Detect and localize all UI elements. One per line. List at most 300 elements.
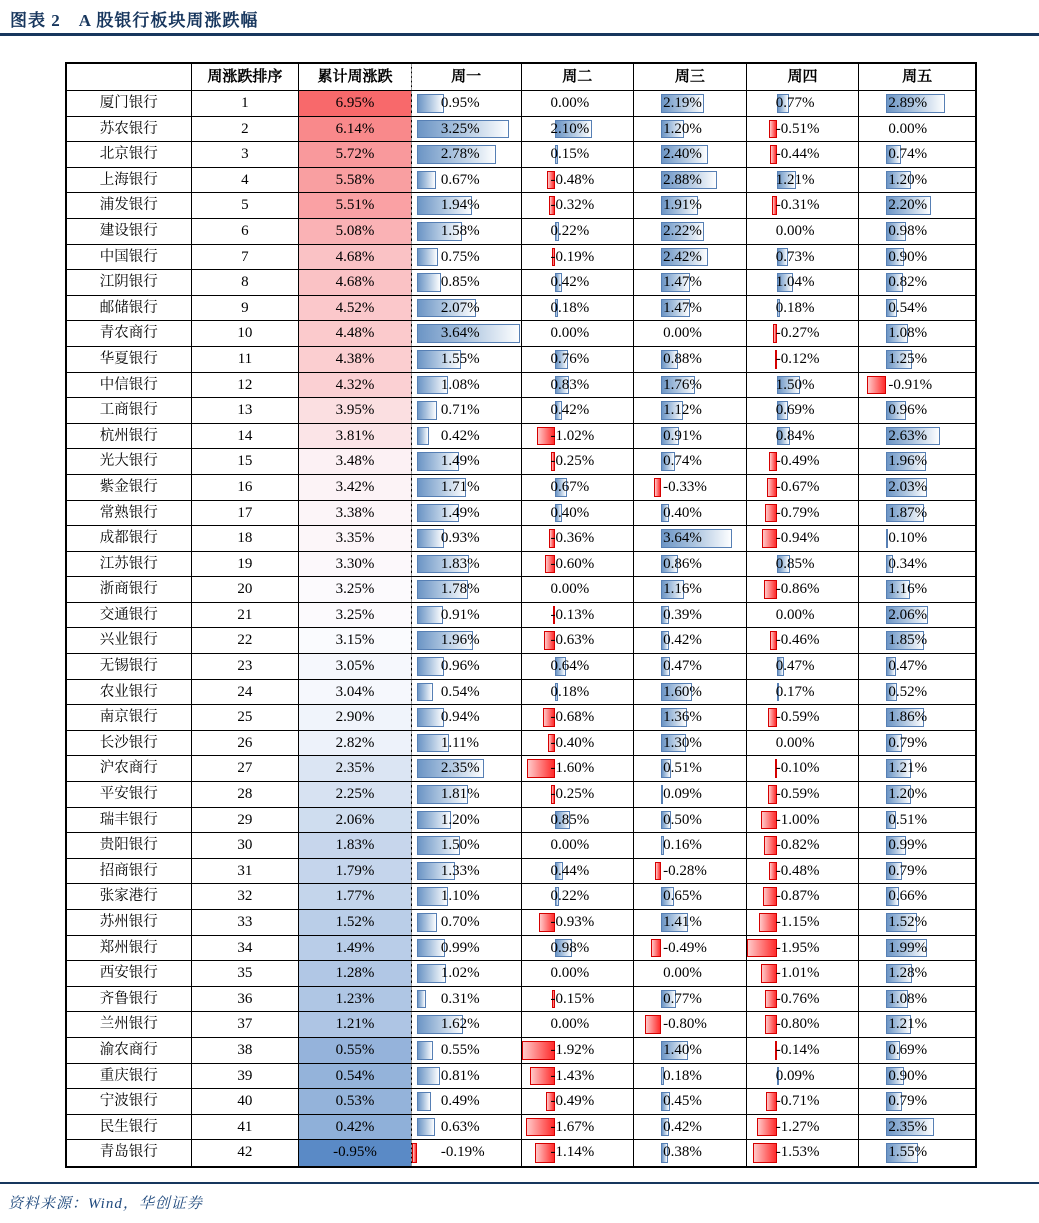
daily-change-cell [411,705,522,730]
daily-change-cell [522,347,635,372]
daily-change-cell [411,577,522,602]
table-row [67,347,975,373]
daily-change-value: 0.17% [775,683,815,700]
table-row [67,731,975,757]
daily-change-cell [634,1089,747,1114]
daily-change-cell [522,373,635,398]
daily-change-cell [634,859,747,884]
daily-change-cell [747,193,860,218]
daily-change-cell [634,245,747,270]
daily-change-value: 1.41% [663,914,702,930]
table-row [67,270,975,296]
rank-cell: 31 [192,859,300,884]
daily-change-value: -0.67% [775,478,820,495]
bank-name-cell: 重庆银行 [67,1064,192,1089]
daily-change-cell [411,884,522,909]
cumulative-change-cell: 3.30% [299,552,412,577]
daily-change-cell [411,424,522,449]
daily-change-value: -0.80% [775,1016,820,1033]
rank-cell: 41 [192,1115,300,1140]
daily-change-value: 0.98% [888,222,928,239]
table-row [67,910,975,936]
daily-change-cell [411,936,522,961]
daily-change-cell [522,808,635,833]
daily-change-value: 0.22% [550,222,590,239]
daily-change-cell [522,270,635,295]
daily-change-cell [747,449,860,474]
daily-change-value: -0.46% [775,632,820,649]
daily-change-cell [634,526,747,551]
cumulative-change-cell: 1.49% [299,936,412,961]
daily-change-value: -1.43% [550,1067,595,1084]
daily-change-value: 2.42% [663,248,702,265]
daily-change-value: -0.93% [550,914,595,930]
daily-change-value: 0.42% [663,632,702,649]
daily-change-value: 1.60% [663,683,702,700]
rank-cell: 21 [192,603,300,628]
table-row [67,961,975,987]
daily-change-cell [859,603,975,628]
daily-change-value: 0.00% [775,606,815,623]
daily-change-value: 1.12% [663,402,702,419]
rank-cell: 3 [192,142,300,167]
daily-change-value: -0.28% [663,862,707,879]
daily-change-value: 1.25% [888,350,928,367]
rank-cell: 36 [192,987,300,1012]
daily-change-value: 0.95% [440,95,480,111]
bank-name-cell: 无锡银行 [67,654,192,679]
daily-change-cell [859,808,975,833]
daily-change-value: 1.36% [663,709,702,726]
table-row [67,117,975,143]
daily-change-value: -0.15% [550,990,595,1007]
column-header: 累计周涨跌 [299,64,412,90]
bank-name-cell: 交通银行 [67,603,192,628]
daily-change-value: 0.10% [888,530,928,547]
daily-change-value: 0.18% [550,683,590,700]
daily-change-value: -0.60% [550,555,595,572]
daily-change-value: 0.96% [440,658,480,675]
daily-change-value: 2.35% [440,760,480,777]
daily-change-cell [522,782,635,807]
daily-change-value: 0.90% [888,248,928,265]
title-divider [0,33,1039,36]
daily-change-cell [859,168,975,193]
daily-change-value: 1.58% [440,222,480,239]
daily-change-value: 0.31% [440,990,480,1007]
daily-change-cell [522,731,635,756]
cumulative-change-cell: 0.54% [299,1064,412,1089]
daily-change-cell [522,577,635,602]
daily-change-cell [634,424,747,449]
daily-change-cell [859,552,975,577]
figure-title [10,6,258,31]
daily-change-cell [859,347,975,372]
daily-change-value: 1.50% [775,376,815,393]
daily-change-value: 1.55% [888,1144,928,1161]
daily-change-value: 0.70% [440,914,480,930]
cumulative-change-cell: 1.79% [299,859,412,884]
daily-change-cell [747,142,860,167]
daily-change-cell [522,552,635,577]
daily-change-value: 2.20% [888,197,928,214]
daily-change-value: 0.69% [775,402,815,419]
daily-change-value: 0.93% [440,530,480,547]
daily-change-cell [411,808,522,833]
cumulative-change-cell: 4.32% [299,373,412,398]
daily-change-cell [747,475,860,500]
daily-change-cell [859,1115,975,1140]
daily-change-value: 0.55% [440,1041,480,1058]
bank-name-cell: 江苏银行 [67,552,192,577]
daily-change-cell [634,884,747,909]
column-header: 周三 [634,64,747,90]
daily-change-value: 0.09% [663,786,702,803]
daily-change-cell [522,1012,635,1037]
daily-change-cell [747,833,860,858]
bank-name-cell: 青农商行 [67,321,192,346]
daily-change-cell [522,603,635,628]
cumulative-change-cell: 3.38% [299,501,412,526]
daily-change-cell [411,603,522,628]
daily-change-value: 1.30% [663,734,702,751]
daily-change-value: 1.96% [888,453,928,470]
daily-change-value: 0.52% [888,683,928,700]
rank-cell: 28 [192,782,300,807]
daily-change-value: 1.83% [440,555,480,572]
daily-change-cell [747,347,860,372]
table-row [67,782,975,808]
daily-change-cell [522,705,635,730]
table-row [67,833,975,859]
daily-change-cell [747,910,860,935]
cumulative-change-cell: 2.06% [299,808,412,833]
bank-weekly-change-table [65,62,977,1168]
daily-change-value: -0.12% [775,350,820,367]
daily-change-value: 0.79% [888,734,928,751]
table-row [67,373,975,399]
daily-change-value: 1.52% [888,914,928,930]
daily-change-cell [522,526,635,551]
daily-change-cell [634,987,747,1012]
daily-change-cell [747,628,860,653]
daily-change-value: 1.20% [440,811,480,828]
daily-change-value: -0.76% [775,990,820,1007]
daily-change-value: 1.20% [663,120,702,137]
bank-name-cell: 常熟银行 [67,501,192,526]
cumulative-change-cell: 4.38% [299,347,412,372]
rank-cell: 5 [192,193,300,218]
daily-change-value: 2.06% [888,606,928,623]
figure-title-text: A 股银行板块周涨跌幅 [78,11,259,30]
daily-change-cell [747,1140,860,1166]
daily-change-cell [522,501,635,526]
cumulative-change-cell: 3.35% [299,526,412,551]
table-row [67,577,975,603]
daily-change-cell [411,987,522,1012]
daily-change-cell [747,884,860,909]
daily-change-value: 0.84% [775,427,815,444]
daily-change-value: -0.71% [775,1093,820,1110]
daily-change-value: 1.78% [440,581,480,598]
daily-change-cell [522,987,635,1012]
daily-change-cell [634,654,747,679]
daily-change-value: 1.47% [663,274,702,291]
table-row [67,884,975,910]
daily-change-value: 0.79% [888,862,928,879]
daily-change-cell [522,1064,635,1089]
daily-change-value: 1.40% [663,1041,702,1058]
daily-change-value: 3.64% [663,530,702,547]
daily-change-value: 0.47% [888,658,928,675]
cumulative-change-cell: -0.95% [299,1140,412,1166]
daily-change-value: 0.99% [440,939,480,956]
table-row [67,1115,975,1141]
cumulative-change-cell: 1.52% [299,910,412,935]
daily-change-cell [859,449,975,474]
figure-label: 图表 2 [10,11,61,30]
bank-name-cell: 华夏银行 [67,347,192,372]
bank-name-cell: 农业银行 [67,680,192,705]
daily-change-cell [747,168,860,193]
daily-change-value: 1.94% [440,197,480,214]
rank-cell: 25 [192,705,300,730]
rank-cell: 7 [192,245,300,270]
daily-change-value: -0.49% [775,453,820,470]
bank-name-cell: 浦发银行 [67,193,192,218]
daily-change-value: 0.00% [550,837,590,854]
bank-name-cell: 北京银行 [67,142,192,167]
cumulative-change-cell: 5.58% [299,168,412,193]
daily-change-cell [522,756,635,781]
daily-change-cell [859,628,975,653]
bank-name-cell: 沪农商行 [67,756,192,781]
daily-change-cell [411,731,522,756]
rank-cell: 14 [192,424,300,449]
cumulative-change-cell: 1.23% [299,987,412,1012]
table-row [67,193,975,219]
daily-change-cell [859,245,975,270]
bank-name-cell: 中国银行 [67,245,192,270]
bank-name-cell: 渝农商行 [67,1038,192,1063]
daily-change-cell [522,398,635,423]
daily-change-value: 0.42% [440,427,480,444]
daily-change-cell [522,936,635,961]
daily-change-cell [747,424,860,449]
daily-change-cell [522,628,635,653]
daily-change-value: 3.25% [440,120,480,137]
daily-change-cell [859,577,975,602]
daily-change-value: 0.63% [440,1118,480,1135]
daily-change-value: 1.16% [888,581,928,598]
daily-change-cell [634,321,747,346]
rank-cell: 26 [192,731,300,756]
daily-change-cell [634,603,747,628]
daily-change-value: -1.95% [775,939,820,956]
bank-name-cell: 齐鲁银行 [67,987,192,1012]
daily-change-value: 0.96% [888,402,928,419]
daily-change-value: 2.22% [663,222,702,239]
rank-cell: 8 [192,270,300,295]
daily-change-value: 0.44% [550,862,590,879]
daily-change-cell [522,680,635,705]
daily-change-value: 1.04% [775,274,815,291]
cumulative-change-cell: 2.82% [299,731,412,756]
daily-change-value: 0.85% [440,274,480,291]
daily-change-value: 0.76% [550,350,590,367]
daily-change-value: 0.88% [663,350,702,367]
daily-change-value: -0.27% [775,325,820,342]
daily-change-value: -0.68% [550,709,595,726]
daily-change-cell [747,270,860,295]
corner-header-cell [67,64,192,90]
daily-change-value: -0.49% [663,939,707,956]
daily-change-cell [747,782,860,807]
daily-change-value: -1.67% [550,1118,595,1135]
rank-cell: 30 [192,833,300,858]
table-row [67,603,975,629]
daily-change-value: -0.59% [775,786,820,803]
cumulative-change-cell: 5.51% [299,193,412,218]
daily-change-cell [634,296,747,321]
daily-change-value: 0.75% [440,248,480,265]
daily-change-cell [747,603,860,628]
daily-change-value: 0.40% [663,504,702,521]
daily-change-value: 1.55% [440,350,480,367]
cumulative-change-cell: 2.25% [299,782,412,807]
footer-divider [0,1182,1039,1184]
cumulative-change-cell: 5.08% [299,219,412,244]
daily-change-value: 0.34% [888,555,928,572]
daily-change-cell [411,1064,522,1089]
daily-change-cell [859,270,975,295]
rank-cell: 10 [192,321,300,346]
daily-change-cell [634,270,747,295]
daily-change-value: 0.42% [550,402,590,419]
table-row [67,168,975,194]
daily-change-value: -1.60% [550,760,595,777]
daily-change-value: 1.85% [888,632,928,649]
daily-change-value: 2.40% [663,146,702,163]
column-header: 周涨跌排序 [192,64,300,90]
cumulative-change-cell: 6.95% [299,91,412,116]
daily-change-cell [634,1012,747,1037]
daily-change-cell [411,961,522,986]
daily-change-value: 0.00% [775,222,815,239]
daily-change-cell [859,1140,975,1166]
daily-change-cell [859,859,975,884]
cumulative-change-cell: 1.77% [299,884,412,909]
daily-change-value: 1.21% [888,760,928,777]
bank-name-cell: 民生银行 [67,1115,192,1140]
daily-change-value: 0.00% [663,965,702,982]
daily-change-cell [747,321,860,346]
cumulative-change-cell: 3.15% [299,628,412,653]
daily-change-value: -0.10% [775,760,820,777]
daily-change-cell [747,1064,860,1089]
daily-change-cell [747,117,860,142]
daily-change-cell [411,782,522,807]
daily-change-value: -0.31% [775,197,820,214]
cumulative-change-cell: 3.05% [299,654,412,679]
daily-change-value: 2.19% [663,95,702,111]
cumulative-change-cell: 0.42% [299,1115,412,1140]
daily-change-value: 0.50% [663,811,702,828]
daily-change-value: -0.51% [775,120,820,137]
daily-change-value: 0.54% [888,299,928,316]
daily-change-value: -1.02% [550,427,595,444]
daily-change-cell [634,1115,747,1140]
daily-change-value: -0.86% [775,581,820,598]
rank-cell: 32 [192,884,300,909]
source-note: 资料来源：Wind，华创证券 [8,1196,203,1212]
cumulative-change-cell: 0.55% [299,1038,412,1063]
daily-change-value: 2.03% [888,478,928,495]
daily-change-value: 1.76% [663,376,702,393]
table-row [67,1064,975,1090]
daily-change-cell [859,1064,975,1089]
table-row [67,859,975,885]
bank-name-cell: 兰州银行 [67,1012,192,1037]
bank-name-cell: 苏农银行 [67,117,192,142]
table-row [67,449,975,475]
daily-change-value: 0.79% [888,1093,928,1110]
daily-change-cell [411,270,522,295]
daily-change-cell [411,1089,522,1114]
daily-change-cell [411,910,522,935]
daily-change-cell [859,193,975,218]
daily-change-cell [747,680,860,705]
daily-change-cell [747,296,860,321]
daily-change-cell [859,1038,975,1063]
daily-change-cell [411,245,522,270]
table-row [67,628,975,654]
cumulative-change-cell: 4.52% [299,296,412,321]
rank-cell: 38 [192,1038,300,1063]
daily-change-cell [859,475,975,500]
daily-change-cell [411,1115,522,1140]
cumulative-change-cell: 6.14% [299,117,412,142]
daily-change-cell [859,219,975,244]
table-row [67,296,975,322]
table-row [67,91,975,117]
bank-name-cell: 上海银行 [67,168,192,193]
daily-change-cell [859,526,975,551]
bank-name-cell: 紫金银行 [67,475,192,500]
daily-change-cell [522,884,635,909]
daily-change-cell [522,193,635,218]
table-row [67,936,975,962]
cumulative-change-cell: 3.48% [299,449,412,474]
table-row [67,1140,975,1166]
daily-change-cell [411,475,522,500]
daily-change-cell [634,142,747,167]
daily-change-value: -0.19% [550,248,595,265]
daily-change-value: 0.77% [775,95,815,111]
bank-name-cell: 宁波银行 [67,1089,192,1114]
daily-change-cell [634,808,747,833]
daily-change-value: 1.99% [888,939,928,956]
cumulative-change-cell: 4.68% [299,270,412,295]
daily-change-value: 1.49% [440,453,480,470]
rank-cell: 9 [192,296,300,321]
column-header: 周五 [902,69,933,85]
daily-change-cell [411,373,522,398]
table-row [67,321,975,347]
daily-change-cell [747,1038,860,1063]
daily-change-cell [411,142,522,167]
daily-change-cell [747,577,860,602]
